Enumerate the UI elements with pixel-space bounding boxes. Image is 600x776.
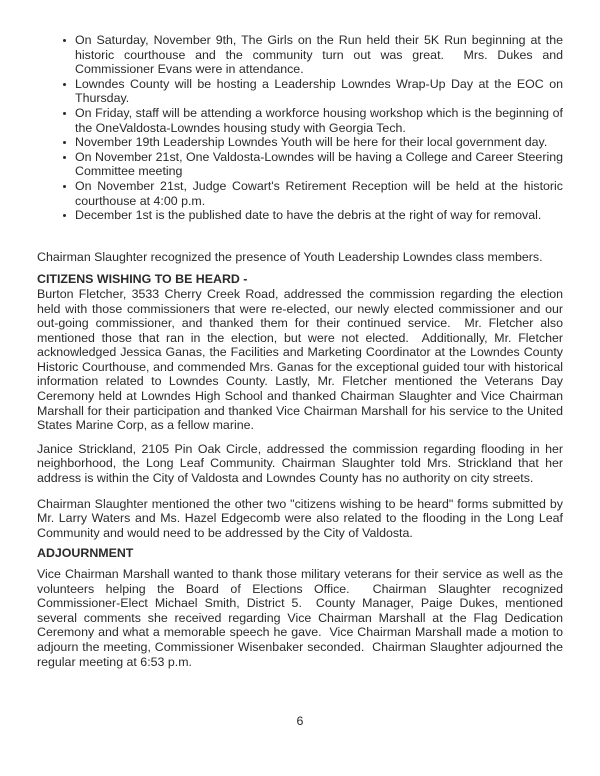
paragraph-adjournment: Vice Chairman Marshall wanted to thank those military veterans for their service as well as the volunteers helping the Board of Elections Office. Chairman Slaughter recognized Commissioner-Elect Michael Smith, District 5. County Manager, Paige Dukes, mentioned several comments she received regarding Vice Chairman Marshall at the Flag Dedication Ceremony and what a memorable speech he gave. Vice Chairman Marshall made a motion to adjourn the meeting, Commissioner Wisenbaker seconded. Chairman Slaughter adjourned the regular meeting at 6:53 p.m. <box>37 567 567 669</box>
list-item: On Saturday, November 9th, The Girls on the Run held their 5K Run beginning at the historic courthouse and the community turn out was great. Mrs. Dukes and Commissioner Evans were in attendance. <box>75 33 567 77</box>
page-number: 6 <box>296 714 304 728</box>
list-item: November 19th Leadership Lowndes Youth will be here for their local government day. <box>75 135 563 150</box>
list-item: Lowndes County will be hosting a Leadership Lowndes Wrap-Up Day at the EOC on Thursday. <box>75 76 567 106</box>
paragraph-citizen-forms: Chairman Slaughter mentioned the other two "citizens wishing to be heard" forms submitted by Mr. Larry Waters and Ms. Hazel Edgecomb were also related to the flooding in the Long Leaf Community and would need to be addressed by the City of Valdosta. <box>37 496 567 540</box>
heading-adjournment: ADJOURNMENT <box>37 546 134 561</box>
heading-citizens-wishing-to-be-heard: CITIZENS WISHING TO BE HEARD - <box>37 272 248 287</box>
announcements-bullet-list <box>37 33 567 223</box>
list-item: December 1st is the published date to have the debris at the right of way for removal. <box>75 208 563 223</box>
list-item: On November 21st, One Valdosta-Lowndes will be having a College and Career Steering Committee meeting <box>75 149 567 179</box>
paragraph-youth-leadership: Chairman Slaughter recognized the presence of Youth Leadership Lowndes class members. <box>37 249 543 264</box>
list-item: On November 21st, Judge Cowart's Retirement Reception will be held at the historic courthouse at 4:00 p.m. <box>75 178 567 208</box>
paragraph-janice-strickland: Janice Strickland, 2105 Pin Oak Circle, addressed the commission regarding flooding in her neighborhood, the Long Leaf Community. Chairman Slaughter told Mrs. Strickland that her address is within the City of Valdosta and Lowndes County has no authority on city streets. <box>37 441 567 486</box>
paragraph-burton-fletcher: Burton Fletcher, 3533 Cherry Creek Road, addressed the commission regarding the election held with those commissioners that were re-elected, our newly elected commissioner and our out-going commissioner, and thanked them for their continued service. Mr. Fletcher also mentioned those that ran in the election, but were not elected. Additionally, Mr. Fletcher acknowledged Jessica Ganas, the Facilities and Marketing Coordinator at the Lowndes County Historic Courthouse, and commended Mrs. Ganas for the exceptional guided tour with historical information related to Lowndes County. Lastly, Mr. Fletcher mentioned the Veterans Day Ceremony held at Lowndes High School and thanked Chairman Slaughter and Vice Chairman Marshall for their participation and thanked Vice Chairman Marshall for his service to the United States Marine Corp, as a fellow marine. <box>37 286 567 433</box>
list-item: On Friday, staff will be attending a workforce housing workshop which is the beginning of the OneValdosta-Lowndes housing study with Georgia Tech. <box>75 105 567 135</box>
